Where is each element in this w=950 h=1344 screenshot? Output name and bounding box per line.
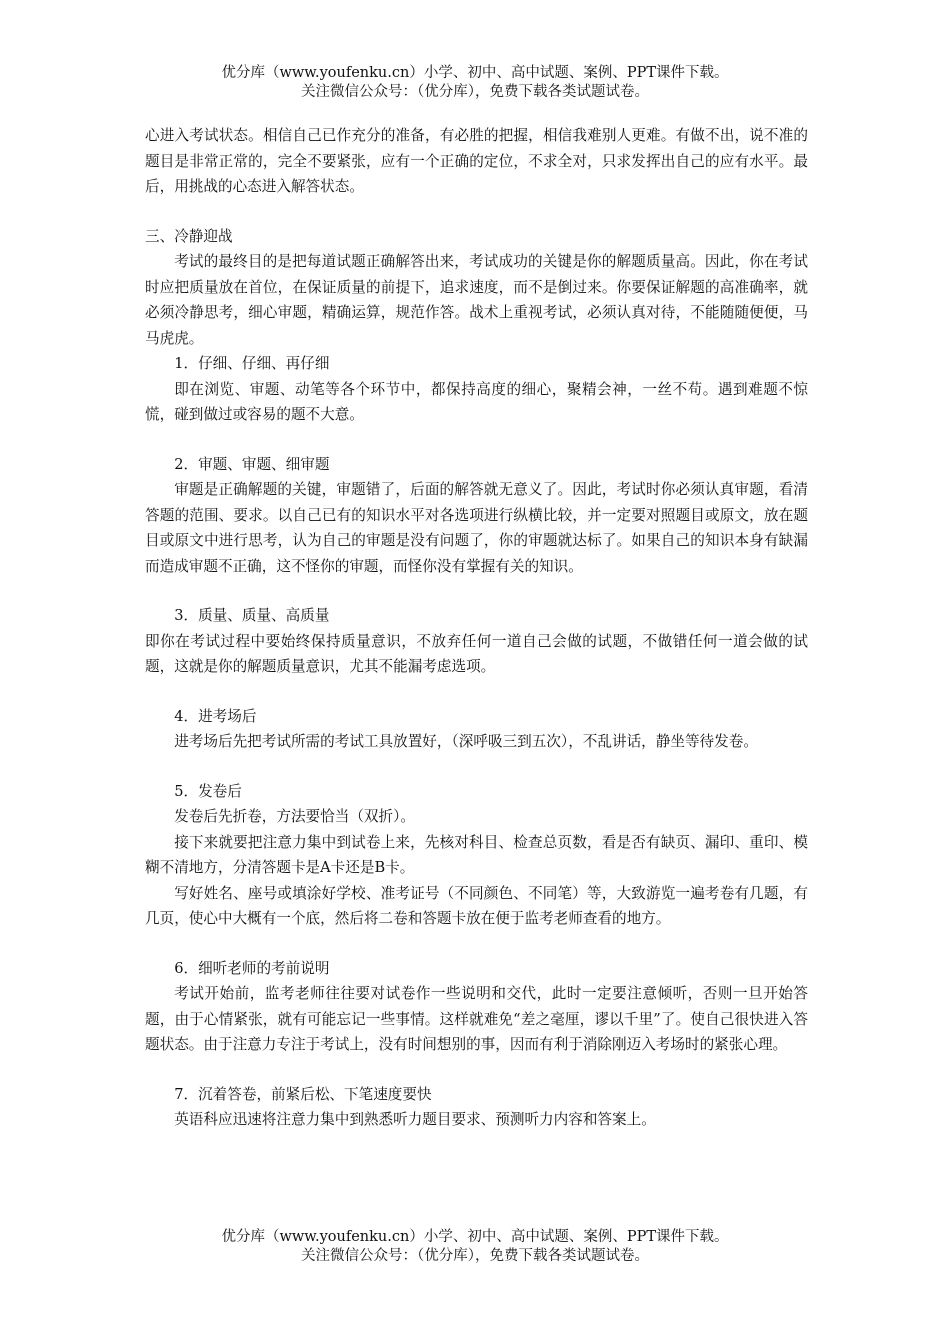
item-5-paragraph-1: 发卷后先折卷，方法要恰当（双折）。 bbox=[174, 808, 415, 825]
item-2-title: 2．审题、审题、细审题 bbox=[174, 455, 330, 473]
item-2-paragraph: 审题是正确解题的关键，审题错了，后面的解答就无意义了。因此，考试时你必须认真审题，看清答题的范围、要求。以自己已有的知识水平对各选项进行纵横比较，并一定要对照题目或原文，放在题目或原文中进行思考，认为自己的审题是没有问题了，你的审题就达标了。如果自己的知识本身有缺漏而造成审题不正确，这不怪你的审题，而怪你没有掌握有关的知识。 bbox=[145, 481, 808, 575]
item-4-paragraph: 进考场后先把考试所需的考试工具放置好，（深呼吸三到五次），不乱讲话，静坐等待发卷。 bbox=[174, 733, 758, 750]
footer-line-2: 关注微信公众号：（优分库），免费下载各类试题试卷。 bbox=[301, 1248, 649, 1264]
item-7-paragraph: 英语科应迅速将注意力集中到熟悉听力题目要求、预测听力内容和答案上。 bbox=[174, 1111, 656, 1128]
header-line-2: 关注微信公众号：（优分库），免费下载各类试题试卷。 bbox=[301, 84, 649, 100]
item-1-paragraph: 即在浏览、审题、动笔等各个环节中，都保持高度的细心，聚精会神，一丝不苟。遇到难题不惊慌，碰到做过或容易的题不大意。 bbox=[145, 380, 808, 423]
item-5-title: 5．发卷后 bbox=[174, 782, 242, 800]
section-3-paragraph: 考试的最终目的是把每道试题正确解答出来，考试成功的关键是你的解题质量高。因此，你在考试时应把质量放在首位，在保证质量的前提下，追求速度，而不是倒过来。你要保证解题的高准确率，就必须冷静思考，细心审题，精确运算，规范作答。战术上重视考试，必须认真对待，不能随随便便，马马虎虎。 bbox=[145, 253, 808, 347]
item-4-title: 4．进考场后 bbox=[174, 707, 257, 725]
intro-paragraph: 心进入考试状态。相信自己已作充分的准备，有必胜的把握，相信我难别人更难。有做不出，说不准的题目是非常正常的，完全不要紧张，应有一个正确的定位，不求全对，只求发挥出自己的应有水平。最后，用挑战的心态进入解答状态。 bbox=[145, 127, 808, 195]
item-3-paragraph: 即你在考试过程中要始终保持质量意识，不放弃任何一道自己会做的试题，不做错任何一道会做的试题，这就是你的解题质量意识，尤其不能漏考虑选项。 bbox=[145, 632, 808, 675]
item-6-title: 6．细听老师的考前说明 bbox=[174, 959, 330, 977]
item-5-paragraph-2: 接下来就要把注意力集中到试卷上来，先核对科目、检查总页数，看是否有缺页、漏印、重印、模糊不清地方，分清答题卡是A卡还是B卡。 bbox=[145, 833, 808, 876]
item-1-title: 1．仔细、仔细、再仔细 bbox=[174, 355, 330, 372]
section-3-title: 三、冷静迎战 bbox=[145, 227, 233, 245]
page-footer bbox=[0, 1228, 950, 1266]
item-5-paragraph-3: 写好姓名、座号或填涂好学校、准考证号（不同颜色、不同笔）等，大致游览一遍考卷有几题，有几页，使心中大概有一个底，然后将二卷和答题卡放在便于监考老师查看的地方。 bbox=[145, 884, 808, 927]
document-body bbox=[145, 123, 808, 1133]
item-7-title: 7．沉着答卷，前紧后松、下笔速度要快 bbox=[174, 1085, 432, 1103]
header-line-1: 优分库（www.youfenku.cn）小学、初中、高中试题、案例、PPT课件下载。 bbox=[221, 65, 729, 81]
item-3-title: 3．质量、质量、高质量 bbox=[174, 607, 330, 624]
page-header bbox=[0, 64, 950, 102]
item-6-paragraph: 考试开始前，监考老师往往要对试卷作一些说明和交代，此时一定要注意倾听，否则一旦开始答题，由于心情紧张，就有可能忘记一些事情。这样就难免“差之毫厘，谬以千里”了。使自己很快进入答题状态。由于注意力专注于考试上，没有时间想别的事，因而有利于消除刚迈入考场时的紧张心理。 bbox=[145, 985, 808, 1053]
footer-line-1: 优分库（www.youfenku.cn）小学、初中、高中试题、案例、PPT课件下载。 bbox=[221, 1229, 729, 1245]
